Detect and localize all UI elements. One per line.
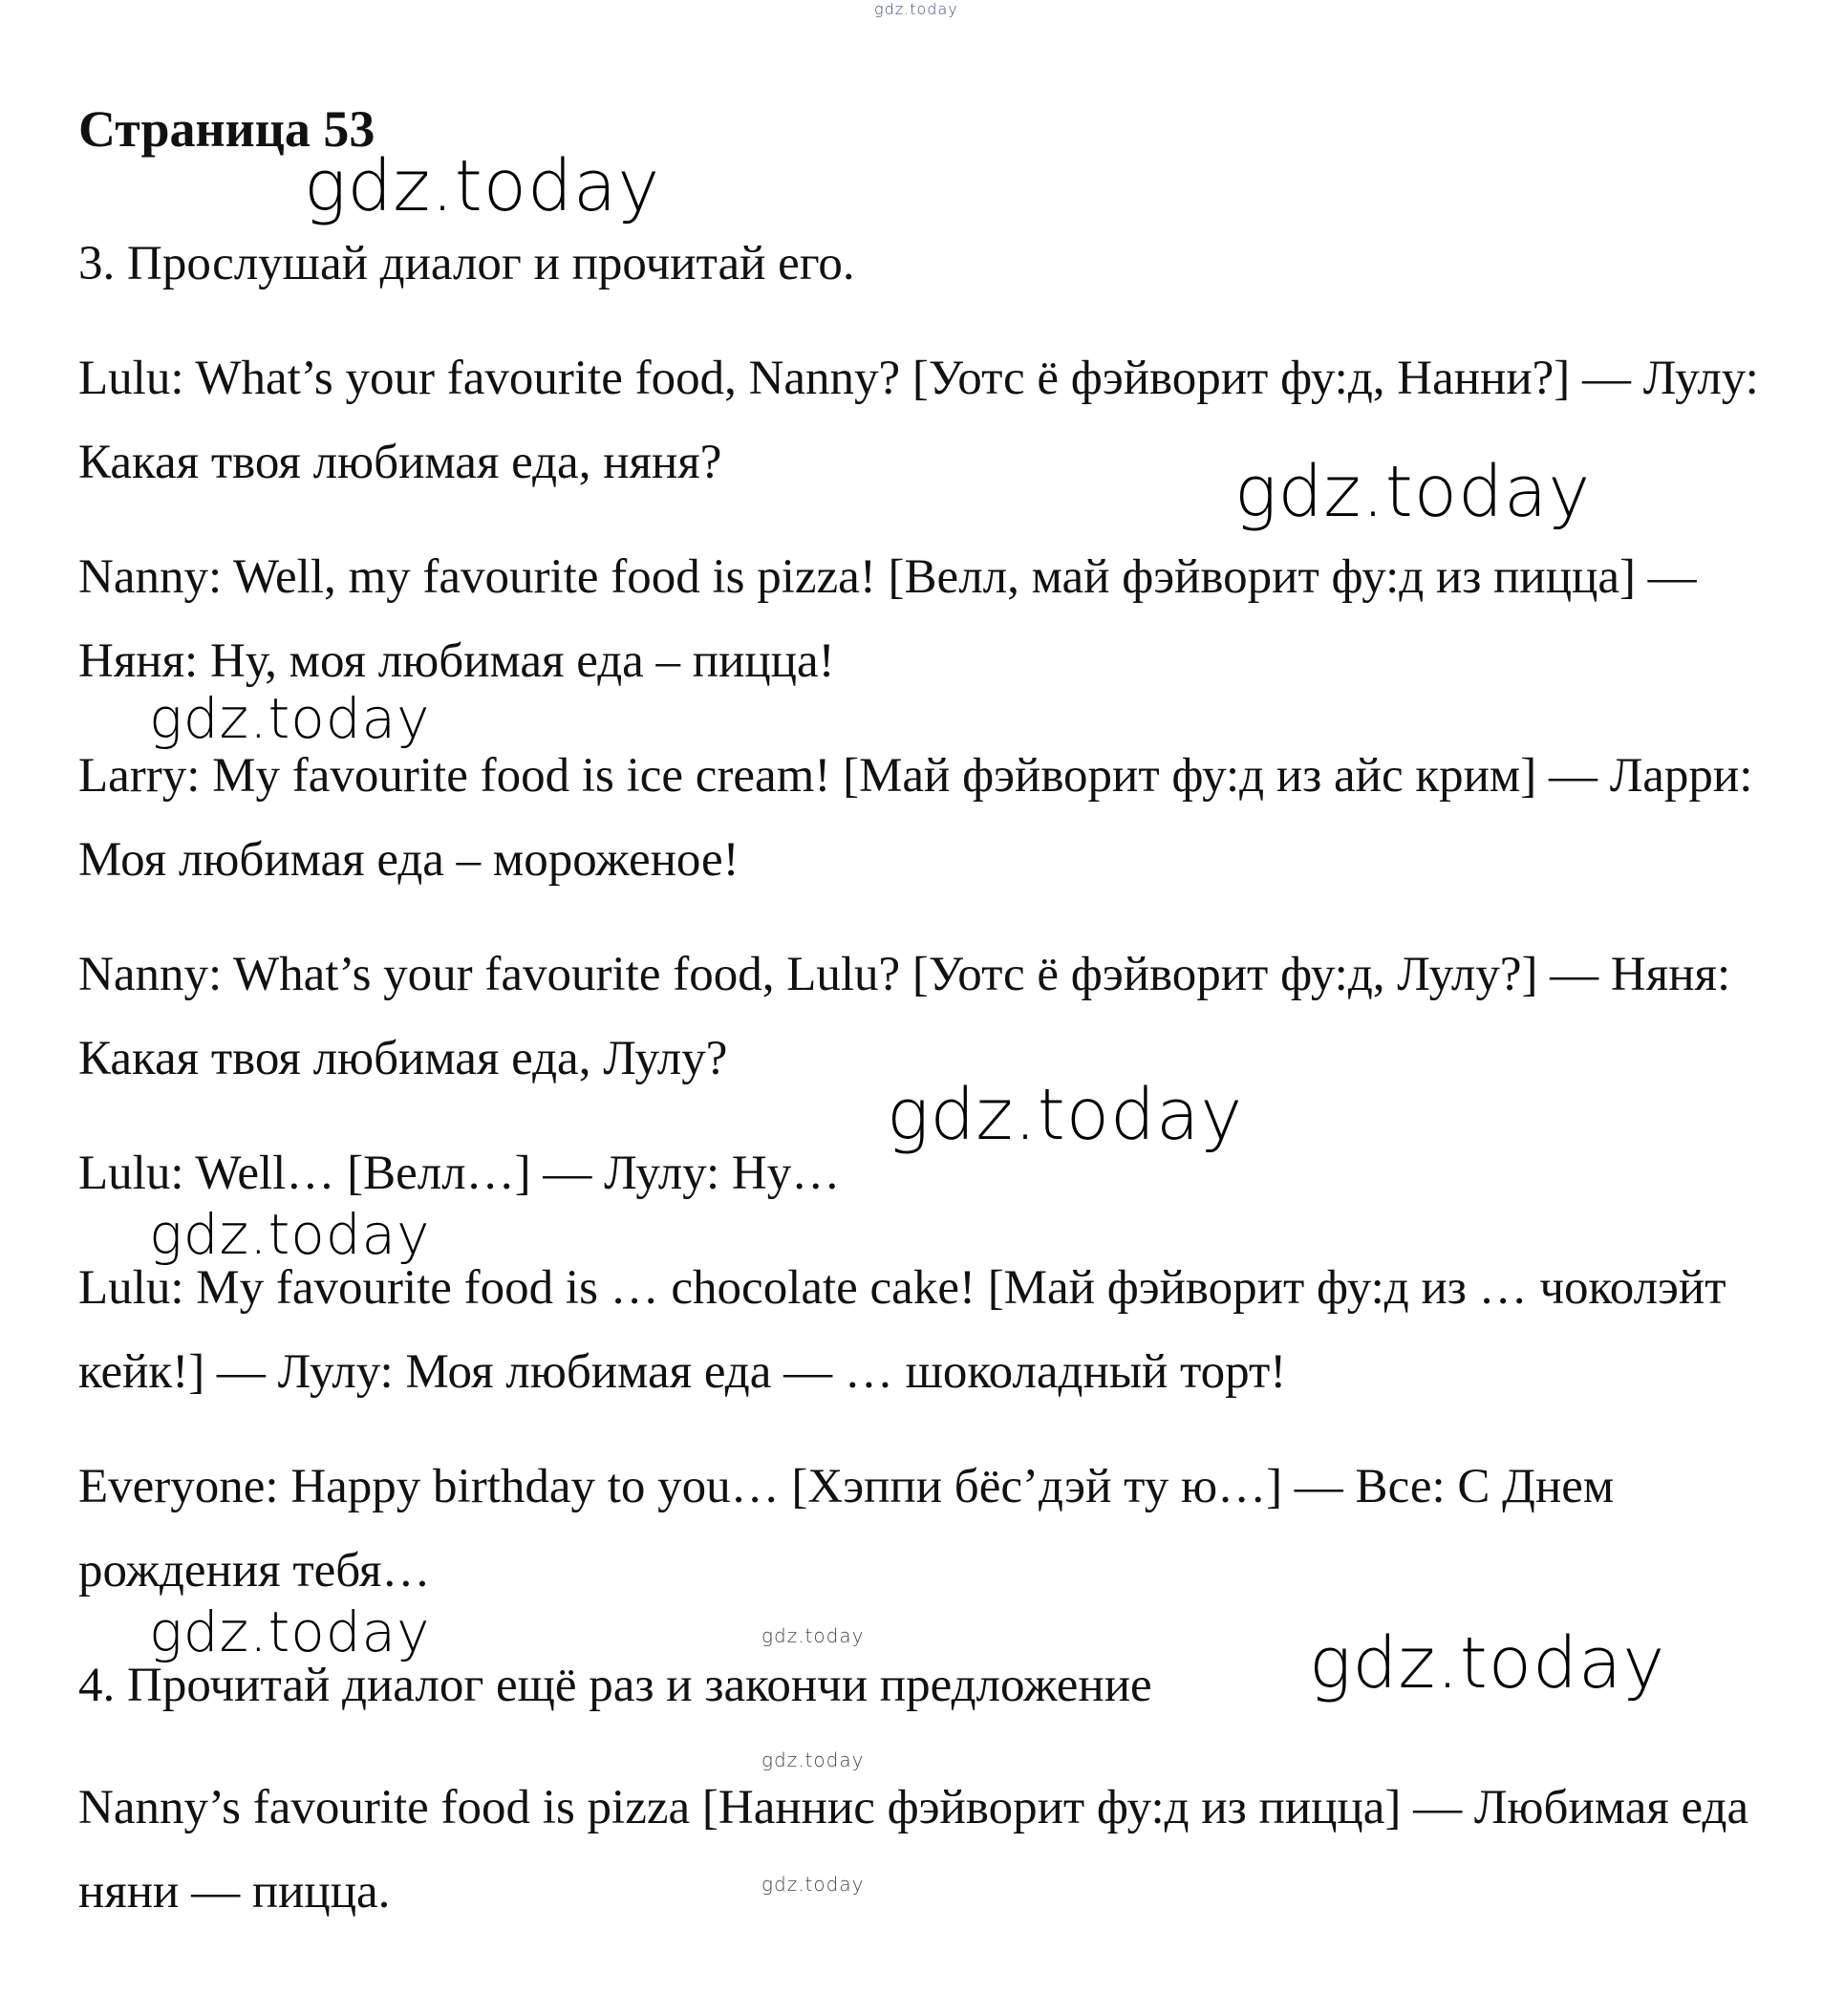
dialogue-line: Nanny: Well, my favourite food is pizza! [Велл, май фэйворит фу:д из пицца] — Няня: Ну, моя любимая еда – пицца! [78, 550, 1697, 688]
watermark: gdz.today [1309, 1622, 1666, 1705]
task-heading: 3. Прослушай диалог и прочитай его. [78, 237, 855, 290]
dialogue-line: Lulu: My favourite food is … chocolate cake! [Май фэйворит фу:д из … чоколэйт кейк!] — Лулу: Моя любимая еда — … шоколадный торт! [78, 1261, 1726, 1399]
watermark: gdz.today [149, 1202, 431, 1267]
dialogue-line: Larry: My favourite food is ice cream! [Май фэйворит фу:д из айс крим] — Ларри: Моя любимая еда – мороженое! [78, 749, 1753, 887]
dialogue-line: Lulu: Well… [Велл…] — Лулу: Ну… [78, 1147, 841, 1200]
watermark: gdz.today [149, 1599, 431, 1664]
page-title: Страница 53 [78, 100, 375, 158]
watermark: gdz.today [149, 686, 431, 751]
dialogue-line: Nanny’s favourite food is pizza [Наннис фэйворит фу:д из пицца] — Любимая еда няни — пицца. [78, 1781, 1749, 1919]
watermark-small: gdz.today [761, 1748, 865, 1771]
watermark: gdz.today [887, 1074, 1244, 1156]
watermark: gdz.today [1234, 451, 1592, 533]
dialogue-line: Nanny: What’s your favourite food, Lulu? [Уотс ё фэйворит фу:д, Лулу?] — Няня: Какая твоя любимая еда, Лулу? [78, 948, 1731, 1085]
dialogue-line: Everyone: Happy birthday to you… [Хэппи бёс’дэй ту ю…] — Все: С Днем рождения тебя… [78, 1460, 1615, 1598]
task-heading: 4. Прочитай диалог ещё раз и закончи предложение [78, 1659, 1152, 1712]
watermark-small: gdz.today [761, 1624, 865, 1647]
dialogue-line: Lulu: What’s your favourite food, Nanny? [Уотс ё фэйворит фу:д, Нанни?] — Лулу: Какая твоя любимая еда, няня? [78, 352, 1759, 489]
watermark-top: gdz.today [874, 0, 958, 18]
watermark: gdz.today [304, 145, 661, 227]
watermark-small: gdz.today [761, 1873, 865, 1896]
